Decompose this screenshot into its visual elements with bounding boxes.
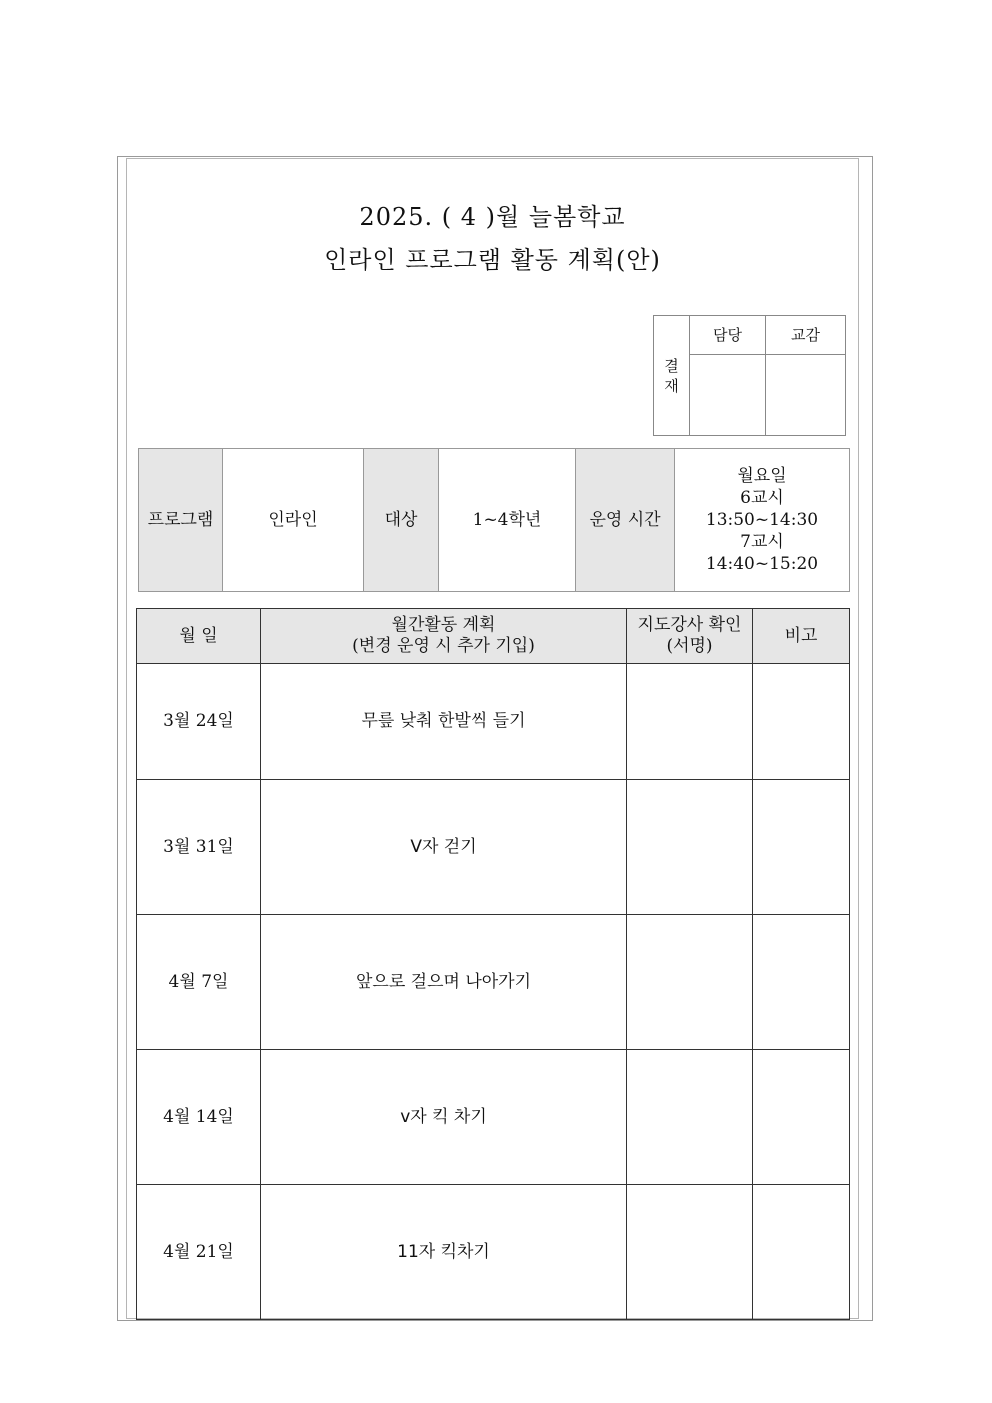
time-range-7: 14:40~15:20	[705, 554, 819, 574]
approval-sign-vice-principal[interactable]	[766, 355, 846, 436]
header-activity-line1: 월간활동 계획	[391, 615, 496, 635]
header-note: 비고	[753, 609, 850, 664]
row-instructor-sign[interactable]	[627, 780, 753, 915]
row-activity: V자 걷기	[261, 780, 627, 915]
approval-label	[654, 316, 690, 436]
row-date: 4월 21일	[137, 1185, 261, 1320]
time-range-6: 13:50~14:30	[705, 510, 819, 530]
row-activity: 무릎 낮춰 한발씩 들기	[261, 664, 627, 780]
row-note[interactable]	[753, 664, 850, 780]
row-note[interactable]	[753, 915, 850, 1050]
document-title-line2: 인라인 프로그램 활동 계획(안)	[324, 246, 661, 274]
row-note[interactable]	[753, 1185, 850, 1320]
program-label: 프로그램	[139, 449, 223, 592]
table-row	[137, 664, 850, 780]
row-instructor-sign[interactable]	[627, 1050, 753, 1185]
header-instructor-line1: 지도강사 확인	[637, 615, 742, 635]
row-activity: 11자 킥차기	[261, 1185, 627, 1320]
program-info-table	[138, 448, 850, 592]
table-row	[137, 1050, 850, 1185]
approval-sign-manager[interactable]	[690, 355, 766, 436]
approval-table	[653, 315, 846, 436]
header-instructor-line2: (서명)	[666, 636, 713, 656]
header-activity	[261, 609, 627, 664]
row-activity: v자 킥 차기	[261, 1050, 627, 1185]
row-date: 4월 7일	[137, 915, 261, 1050]
row-date: 3월 24일	[137, 664, 261, 780]
time-value	[675, 449, 850, 592]
row-instructor-sign[interactable]	[627, 915, 753, 1050]
document-title-line1: 2025. ( 4 )월 늘봄학교	[359, 203, 626, 231]
target-value: 1~4학년	[439, 449, 576, 592]
approval-label-top: 결	[664, 356, 679, 375]
row-date: 3월 31일	[137, 780, 261, 915]
approval-col-manager: 담당	[690, 316, 766, 355]
row-date: 4월 14일	[137, 1050, 261, 1185]
row-activity: 앞으로 걸으며 나아가기	[261, 915, 627, 1050]
time-label: 운영 시간	[576, 449, 675, 592]
approval-col-vice-principal: 교감	[766, 316, 846, 355]
row-note[interactable]	[753, 1050, 850, 1185]
header-date: 월 일	[137, 609, 261, 664]
header-activity-line2: (변경 운영 시 추가 기입)	[352, 636, 535, 656]
monthly-plan-table	[136, 608, 850, 1320]
header-instructor	[627, 609, 753, 664]
target-label: 대상	[364, 449, 439, 592]
table-row	[137, 1185, 850, 1320]
row-instructor-sign[interactable]	[627, 1185, 753, 1320]
approval-label-bottom: 재	[664, 376, 679, 395]
row-instructor-sign[interactable]	[627, 664, 753, 780]
table-row	[137, 780, 850, 915]
time-period-6: 6교시	[740, 488, 784, 508]
time-period-7: 7교시	[740, 532, 784, 552]
time-day: 월요일	[737, 466, 787, 486]
row-note[interactable]	[753, 780, 850, 915]
program-value: 인라인	[223, 449, 364, 592]
table-row	[137, 915, 850, 1050]
